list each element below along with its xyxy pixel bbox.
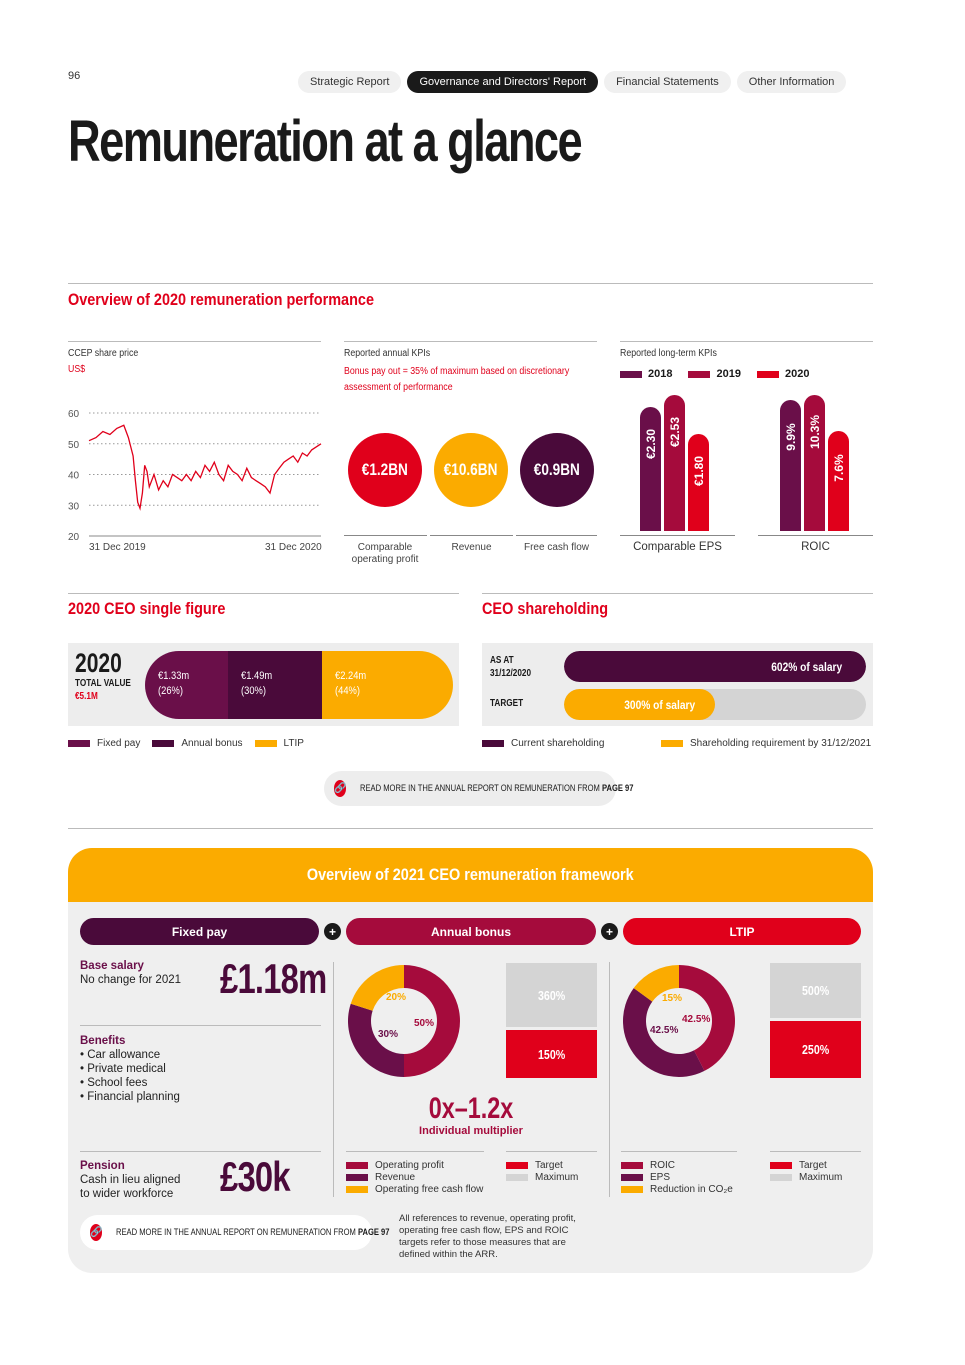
framework-2021-panel: [68, 848, 873, 1273]
divider: [344, 341, 597, 342]
legend-ltip: LTIP: [255, 738, 304, 750]
plus-icon: +: [601, 923, 618, 940]
base-salary-value: £1.18m: [220, 955, 327, 1002]
ceo-single-legend: [68, 738, 304, 750]
shareholding-current-track: [564, 651, 866, 682]
total-value-label: TOTAL VALUE: [75, 678, 131, 689]
bar-2018-1: [780, 400, 801, 531]
pill-annual-bonus: Annual bonus: [346, 918, 596, 945]
donut-label: 15%: [662, 993, 683, 1004]
bar-label: 9.9%: [784, 423, 798, 451]
donut-slice-2: [351, 965, 407, 1011]
y-tick-label: 20: [68, 532, 80, 543]
legend-annual-bonus: Annual bonus: [152, 738, 242, 750]
read-more-link[interactable]: [324, 771, 634, 806]
kpi-free-cash-flow-circle: [520, 433, 594, 507]
kpi-label: Comparable operating profit: [351, 542, 419, 565]
divider: [621, 1151, 737, 1152]
pill-fixed-pay: Fixed pay: [80, 918, 319, 945]
divider: [620, 535, 735, 536]
benefits-text: Benefits • Car allowance • Private medical • School fees • Financial planning: [80, 1035, 180, 1103]
bonus-maximum-box: 360%: [506, 963, 597, 1027]
link-icon: 🔗: [90, 1224, 102, 1241]
divider: [482, 593, 873, 594]
ltip-donut: [621, 963, 737, 1079]
legend-shareholding-requirement: Shareholding requirement by 31/12/2021: [661, 738, 871, 750]
bonus-legend: Operating profit Revenue Operating free cash flow: [346, 1160, 483, 1196]
section-tabs: [298, 71, 846, 93]
ceo-single-bar: [145, 651, 453, 719]
bonus-legend-right: Target Maximum: [506, 1160, 578, 1184]
longterm-legend: [620, 368, 809, 380]
donut-label: 50%: [414, 1018, 435, 1029]
y-tick-label: 30: [68, 501, 80, 513]
kpi-label: Free cash flow: [523, 542, 590, 553]
divider: [430, 535, 513, 536]
tab-governance[interactable]: Governance and Directors' Report: [407, 71, 598, 93]
shareholding-target-fill: 300% of salary: [564, 689, 715, 720]
bar-label: €2.53: [668, 416, 682, 448]
page-number: 96: [68, 70, 81, 82]
ltip-legend: ROIC EPS Reduction in CO₂e: [621, 1160, 733, 1196]
bar-2020-0: [688, 434, 709, 531]
read-more-text: READ MORE IN THE ANNUAL REPORT ON REMUNERATION FROM PAGE 97: [116, 1227, 390, 1238]
divider: [770, 1151, 861, 1152]
bar-label: 10.3%: [808, 414, 822, 450]
footnote: All references to revenue, operating profit, operating free cash flow, EPS and ROIC targets refer to those measures that are defined within the ARR.: [399, 1213, 576, 1260]
ltip-target-box: 250%: [770, 1021, 861, 1078]
divider: [620, 341, 873, 342]
share-price-chart: [64, 400, 326, 560]
pension-value: £30k: [220, 1153, 290, 1200]
total-value: €5.1M: [75, 691, 98, 702]
legend-fixed-pay: Fixed pay: [68, 738, 140, 750]
read-more-text: READ MORE IN THE ANNUAL REPORT ON REMUNERATION FROM PAGE 97: [360, 783, 634, 794]
annual-kpis-label: Reported annual KPIs: [344, 348, 431, 359]
y-tick-label: 60: [68, 409, 80, 420]
divider: [68, 283, 873, 284]
divider: [68, 593, 459, 594]
donut-label: 42.5%: [650, 1025, 679, 1036]
kpi-value: €10.6BN: [444, 460, 498, 479]
plus-icon: +: [324, 923, 341, 940]
pension-text: Pension Cash in lieu aligned to wider workforce: [80, 1160, 181, 1200]
ceo-shareholding-heading: CEO shareholding: [482, 599, 609, 618]
kpi-value: €0.9BN: [533, 460, 581, 479]
ceo-single-year: 2020: [75, 648, 122, 678]
bar-2019-1: [804, 395, 825, 531]
divider: [80, 1025, 321, 1026]
y-tick-label: 50: [68, 439, 80, 451]
read-more-link[interactable]: [80, 1215, 390, 1250]
shareholding-target-track: [564, 689, 866, 720]
legend-item-2018: 2018: [620, 368, 672, 380]
base-salary-text: Base salary No change for 2021: [80, 960, 182, 986]
tab-strategic-report[interactable]: Strategic Report: [298, 71, 401, 93]
donut-label: 42.5%: [682, 1014, 711, 1025]
divider: [68, 341, 321, 342]
page-title: Remuneration at a glance: [68, 109, 582, 174]
framework-header: [68, 848, 873, 902]
divider: [344, 535, 427, 536]
donut-slice-1: [348, 1004, 404, 1077]
legend-item-2019: 2019: [688, 368, 740, 380]
ceo-segment-2: €2.24m (44%): [322, 651, 453, 719]
shareholding-as-at-label: AS AT 31/12/2020: [490, 655, 532, 679]
share-price-label: CCEP share price: [68, 348, 139, 359]
framework-heading: Overview of 2021 CEO remuneration framework: [307, 865, 634, 884]
link-icon: 🔗: [334, 780, 346, 797]
divider: [80, 1151, 321, 1152]
share-price-unit: US$: [68, 364, 86, 375]
x-end-label: 31 Dec 2020: [265, 542, 322, 553]
kpi-operating-profit-circle: [348, 433, 422, 507]
category-label-roic: ROIC: [801, 541, 830, 553]
bar-2019-0: [664, 395, 685, 531]
ceo-segment-0: €1.33m (26%): [145, 651, 228, 719]
shareholding-current-fill: 602% of salary: [564, 651, 866, 682]
divider: [516, 535, 597, 536]
y-tick-label: 40: [68, 470, 80, 482]
ltip-legend-right: Target Maximum: [770, 1160, 842, 1184]
pill-ltip: LTIP: [623, 918, 861, 945]
bar-2020-1: [828, 431, 849, 531]
ceo-segment-1: €1.49m (30%): [228, 651, 322, 719]
share-price-line: [89, 425, 321, 508]
bar-label: €2.30: [644, 429, 658, 460]
kpi-revenue-circle: [434, 433, 508, 507]
bar-label: 7.6%: [832, 453, 846, 482]
donut-label: 30%: [378, 1029, 399, 1040]
column-divider: [333, 962, 334, 1197]
legend-current-shareholding: Current shareholding: [482, 738, 604, 750]
multiplier-value: 0x–1.2x: [428, 1092, 514, 1125]
ltip-maximum-box: 500%: [770, 963, 861, 1018]
bonus-target-box: 150%: [506, 1030, 597, 1078]
divider: [506, 1151, 597, 1152]
longterm-kpis-label: Reported long-term KPIs: [620, 348, 717, 359]
kpi-value: €1.2BN: [361, 460, 409, 479]
ceo-single-heading: 2020 CEO single figure: [68, 599, 226, 618]
longterm-bars: [620, 380, 873, 531]
kpi-label: Revenue: [451, 542, 492, 553]
bar-2018-0: [640, 407, 661, 531]
divider: [758, 535, 873, 536]
tab-other-information[interactable]: Other Information: [737, 71, 847, 93]
tab-financial-statements[interactable]: Financial Statements: [604, 71, 731, 93]
shareholding-target-label: TARGET: [490, 698, 524, 709]
annual-kpis-note: Bonus pay out = 35% of maximum based on discretionary assessment of performance: [344, 366, 570, 393]
multiplier-label: Individual multiplier: [419, 1125, 523, 1137]
divider: [346, 1151, 484, 1152]
bar-label: €1.80: [692, 456, 706, 487]
individual-multiplier: [346, 1093, 596, 1137]
donut-label: 20%: [386, 992, 407, 1003]
column-divider: [609, 962, 610, 1197]
legend-item-2020: 2020: [757, 368, 809, 380]
bonus-donut: [346, 963, 462, 1079]
overview-2020-heading: Overview of 2020 remuneration performance: [68, 290, 374, 309]
category-label-eps: Comparable EPS: [633, 541, 722, 553]
divider: [68, 828, 873, 829]
x-start-label: 31 Dec 2019: [89, 542, 146, 553]
